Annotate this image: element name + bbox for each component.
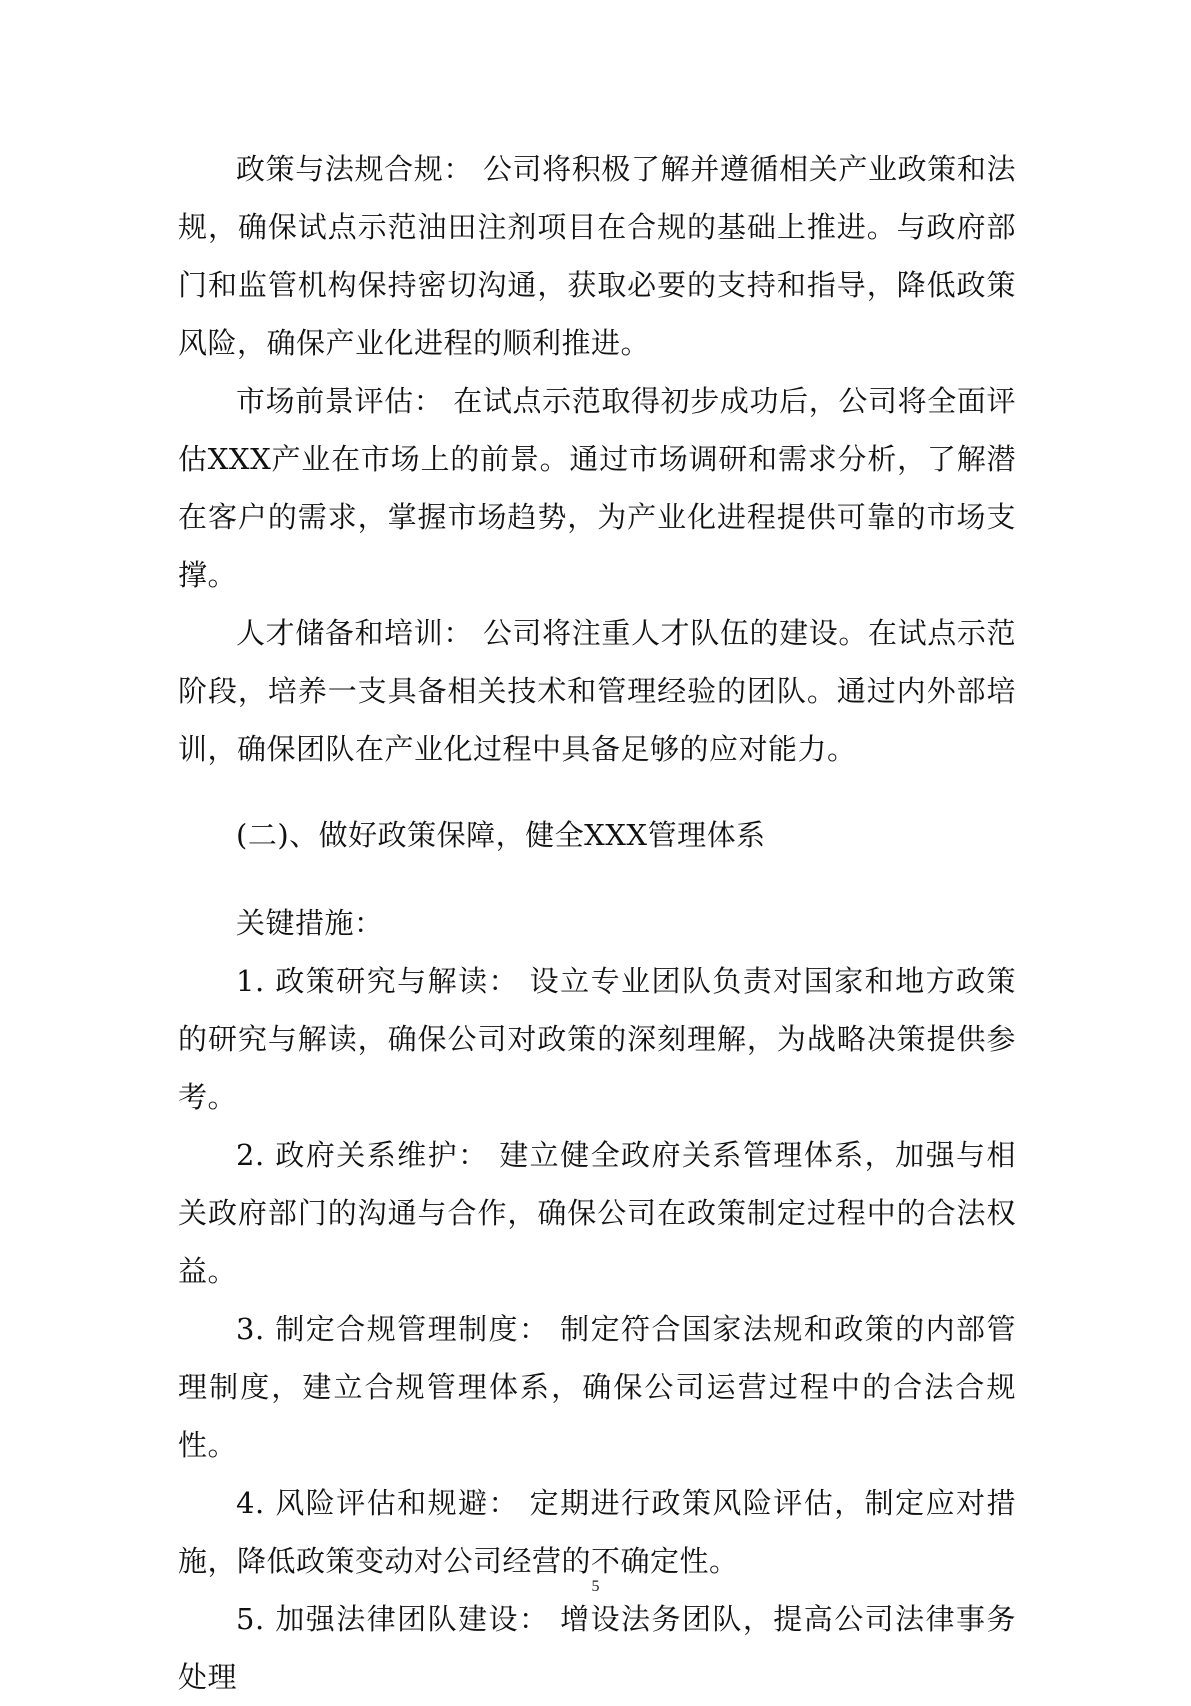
measures-label: 关键措施：: [236, 906, 384, 940]
measure-item-1: 1. 政策研究与解读： 设立专业团队负责对国家和地方政策的研究与解读，确保公司对政策的深刻理解，为战略决策提供参考。: [178, 964, 1016, 1114]
measure-item-3: 3. 制定合规管理制度： 制定符合国家法规和政策的内部管理制度，建立合规管理体系，确保公司运营过程中的合法合规性。: [178, 1312, 1016, 1462]
section-heading: (二)、做好政策保障，健全XXX管理体系: [236, 818, 766, 852]
paragraph-policy-compliance: 政策与法规合规： 公司将积极了解并遵循相关产业政策和法规，确保试点示范油田注剂项目在合规的基础上推进。与政府部门和监管机构保持密切沟通，获取必要的支持和指导，降低政策风险，确保产业化进程的顺利推进。: [178, 152, 1016, 360]
paragraph-market-outlook: 市场前景评估： 在试点示范取得初步成功后，公司将全面评估XXX产业在市场上的前景。通过市场调研和需求分析，了解潜在客户的需求，掌握市场趋势，为产业化进程提供可靠的市场支撑。: [178, 384, 1016, 592]
document-body: [178, 140, 1016, 1706]
measure-item-5: 5. 加强法律团队建设： 增设法务团队，提高公司法律事务处理: [178, 1602, 1016, 1694]
paragraph-talent-training: 人才储备和培训： 公司将注重人才队伍的建设。在试点示范阶段，培养一支具备相关技术和管理经验的团队。通过内外部培训，确保团队在产业化过程中具备足够的应对能力。: [178, 616, 1016, 766]
measure-item-2: 2. 政府关系维护： 建立健全政府关系管理体系，加强与相关政府部门的沟通与合作，确保公司在政策制定过程中的合法权益。: [178, 1138, 1016, 1288]
measure-item-4: 4. 风险评估和规避： 定期进行政策风险评估，制定应对措施，降低政策变动对公司经营的不确定性。: [178, 1486, 1016, 1578]
page-number: 5: [591, 1578, 600, 1595]
